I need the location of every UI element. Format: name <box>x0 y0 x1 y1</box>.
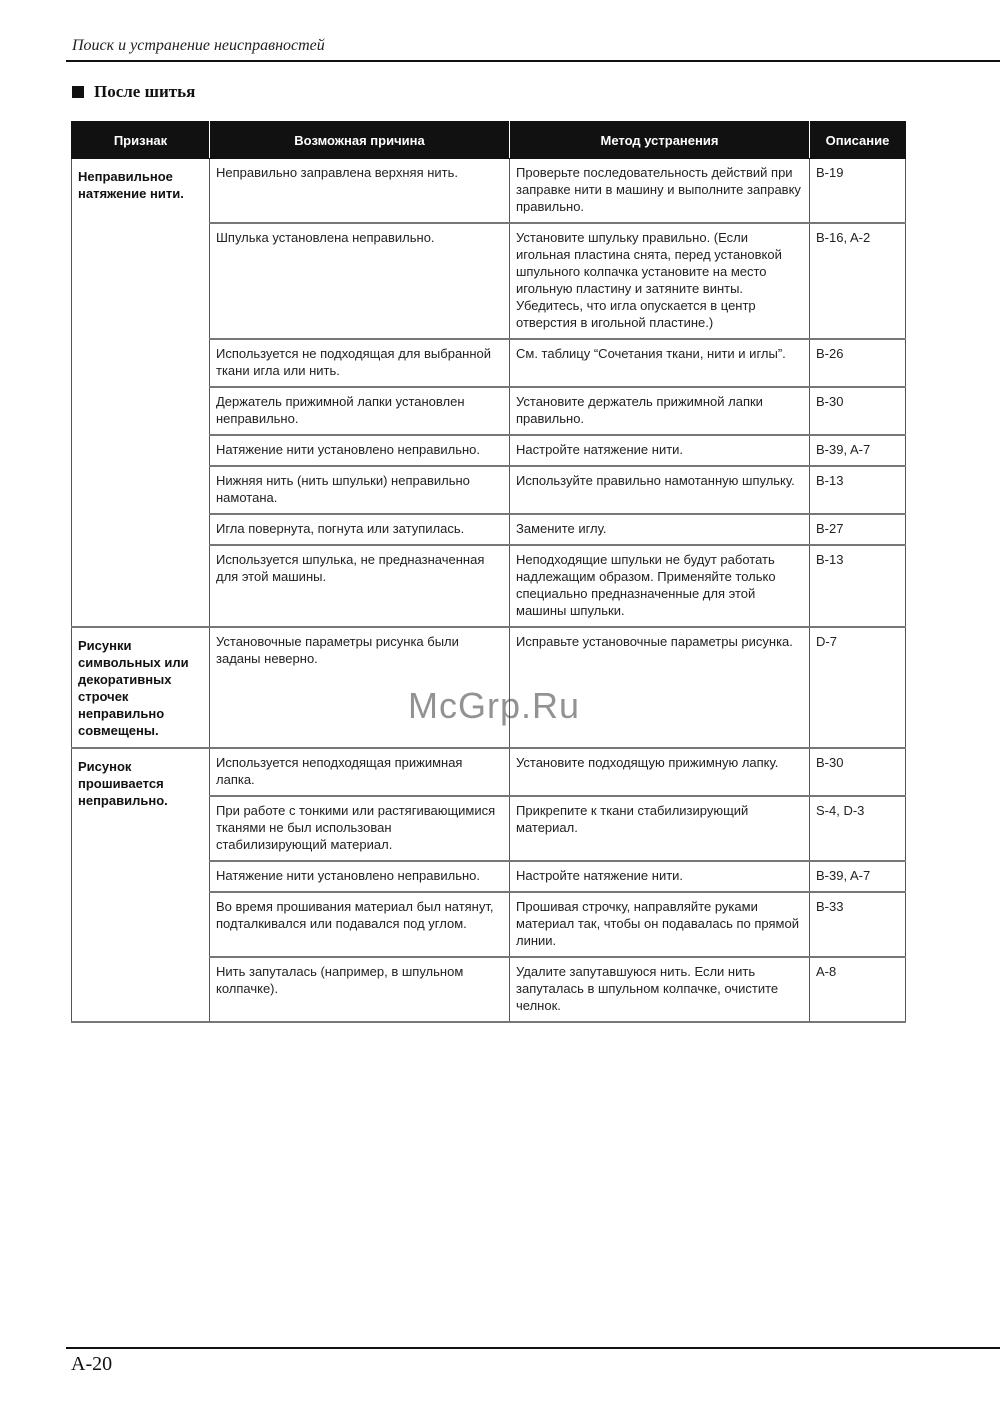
reference-cell: S-4, D-3 <box>810 796 906 861</box>
reference-cell: B-39, A-7 <box>810 861 906 892</box>
table-header-row <box>72 122 906 159</box>
cause-cell: Натяжение нити установлено неправильно. <box>210 861 510 892</box>
section-title: После шитья <box>94 82 196 101</box>
running-header-title: Поиск и устранение неисправностей <box>72 37 325 54</box>
cause-cell: Неправильно заправлена верхняя нить. <box>210 159 510 224</box>
table-row <box>72 159 906 224</box>
cause-cell: При работе с тонкими или растягивающимися тканями не был использован стабилизирующий материал. <box>210 796 510 861</box>
cause-cell: Используется шпулька, не предназначенная для этой машины. <box>210 545 510 627</box>
reference-cell: B-13 <box>810 466 906 514</box>
reference-cell: B-13 <box>810 545 906 627</box>
cause-cell: Нижняя нить (нить шпульки) неправильно намотана. <box>210 466 510 514</box>
cause-cell: Нить запуталась (например, в шпульном колпачке). <box>210 957 510 1022</box>
reference-cell: B-16, A-2 <box>810 223 906 339</box>
reference-cell: B-33 <box>810 892 906 957</box>
reference-cell: B-19 <box>810 159 906 224</box>
remedy-cell: Установите подходящую прижимную лапку. <box>510 748 810 796</box>
cause-cell: Используется не подходящая для выбранной ткани игла или нить. <box>210 339 510 387</box>
symptom-cell: Рисунок прошивается неправильно. <box>72 748 210 1022</box>
remedy-cell: Настройте натяжение нити. <box>510 861 810 892</box>
cause-cell: Держатель прижимной лапки установлен неправильно. <box>210 387 510 435</box>
cause-cell: Игла повернута, погнута или затупилась. <box>210 514 510 545</box>
page-number: A-20 <box>71 1353 113 1375</box>
cause-cell: Во время прошивания материал был натянут, подталкивался или подавался под углом. <box>210 892 510 957</box>
remedy-cell: Прикрепите к ткани стабилизирующий материал. <box>510 796 810 861</box>
reference-cell: A-8 <box>810 957 906 1022</box>
reference-cell: B-26 <box>810 339 906 387</box>
remedy-cell: Установите держатель прижимной лапки правильно. <box>510 387 810 435</box>
watermark-text: McGrp.Ru <box>408 685 581 726</box>
remedy-cell: Настройте натяжение нити. <box>510 435 810 466</box>
remedy-cell: Прошивая строчку, направляйте руками материал так, чтобы он подавалась по прямой линии. <box>510 892 810 957</box>
remedy-cell: Удалите запутавшуюся нить. Если нить запуталась в шпульном колпачке, очистите челнок. <box>510 957 810 1022</box>
reference-cell: D-7 <box>810 627 906 748</box>
section-heading <box>72 82 195 102</box>
symptom-cell: Неправильное натяжение нити. <box>72 159 210 628</box>
column-header-cause: Возможная причина <box>210 122 510 159</box>
remedy-cell: Используйте правильно намотанную шпульку. <box>510 466 810 514</box>
cause-cell: Установочные параметры рисунка были заданы неверно. <box>210 627 510 748</box>
square-bullet-icon <box>72 86 84 98</box>
column-header-reference: Описание <box>810 122 906 159</box>
remedy-cell: Проверьте последовательность действий при заправке нити в машину и выполните заправку правильно. <box>510 159 810 224</box>
reference-cell: B-27 <box>810 514 906 545</box>
cause-cell: Используется неподходящая прижимная лапка. <box>210 748 510 796</box>
remedy-cell: Неподходящие шпульки не будут работать надлежащим образом. Применяйте только специально предназначенные для этой машины шпульки. <box>510 545 810 627</box>
remedy-cell: См. таблицу “Сочетания ткани, нити и иглы”. <box>510 339 810 387</box>
reference-cell: B-30 <box>810 387 906 435</box>
footer-rule <box>66 1347 1000 1349</box>
troubleshooting-table <box>71 121 906 1023</box>
symptom-cell: Рисунки символьных или декоративных строчек неправильно совмещены. <box>72 627 210 748</box>
cause-cell: Шпулька установлена неправильно. <box>210 223 510 339</box>
column-header-symptom: Признак <box>72 122 210 159</box>
remedy-cell: Замените иглу. <box>510 514 810 545</box>
remedy-cell: Исправьте установочные параметры рисунка. <box>510 627 810 748</box>
table-row <box>72 748 906 796</box>
column-header-remedy: Метод устранения <box>510 122 810 159</box>
remedy-cell: Установите шпульку правильно. (Если игольная пластина снята, перед установкой шпульного колпачка установите на место игольную пластину и затяните винты. Убедитесь, что игла опускается в центр отверстия в игольной пластине.) <box>510 223 810 339</box>
reference-cell: B-30 <box>810 748 906 796</box>
header-rule <box>66 60 1000 62</box>
cause-cell: Натяжение нити установлено неправильно. <box>210 435 510 466</box>
reference-cell: B-39, A-7 <box>810 435 906 466</box>
